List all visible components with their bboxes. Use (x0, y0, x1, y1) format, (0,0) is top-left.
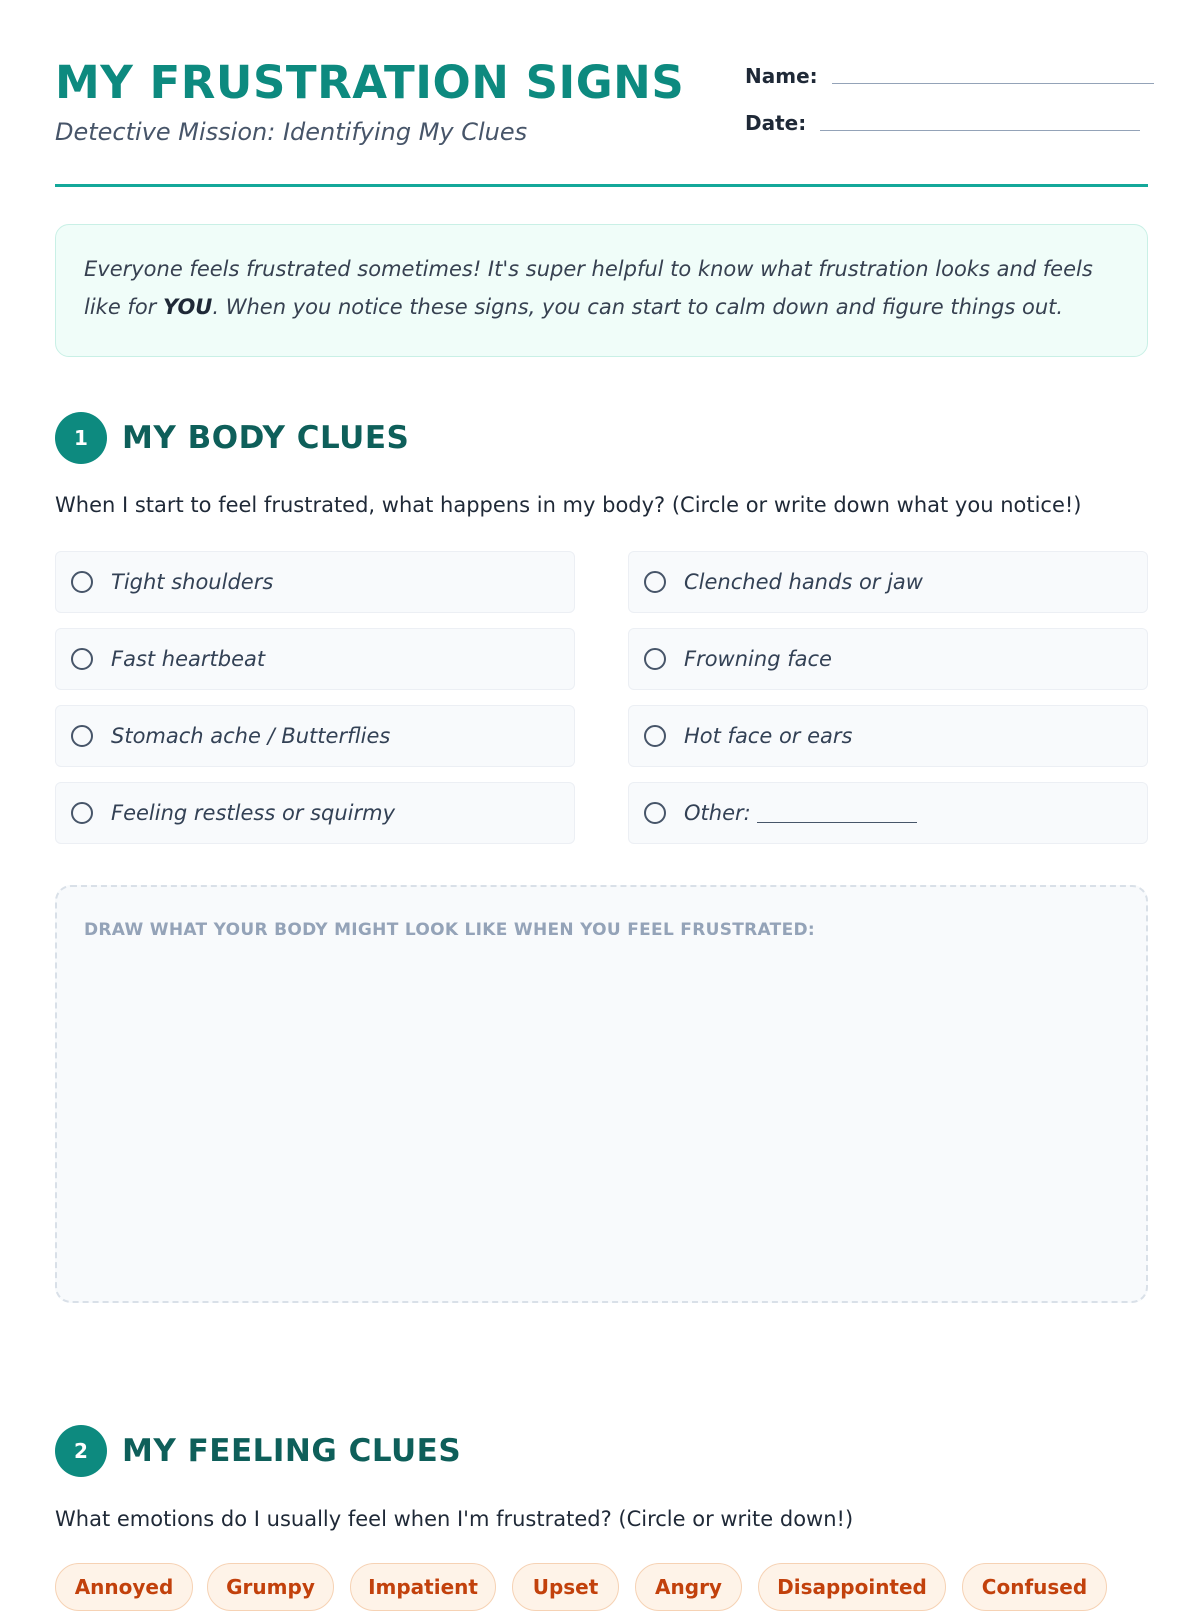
circle-icon[interactable] (71, 648, 93, 670)
worksheet-header (55, 52, 1148, 187)
date-label: Date: (745, 111, 807, 135)
circle-icon[interactable] (644, 725, 666, 747)
feeling-chip-angry[interactable]: Angry (635, 1563, 742, 1611)
feeling-chips (55, 1563, 1148, 1611)
option-tight-shoulders[interactable] (55, 551, 575, 613)
name-line[interactable] (832, 83, 1154, 84)
option-label: Stomach ache / Butterflies (111, 724, 391, 748)
section-1-number: 1 (55, 412, 107, 464)
intro-emphasis: YOU (162, 295, 213, 319)
feeling-chip-disappointed[interactable]: Disappointed (758, 1563, 946, 1611)
worksheet-page (55, 0, 1148, 1600)
name-field[interactable] (745, 64, 1154, 88)
circle-icon[interactable] (644, 571, 666, 593)
page-subtitle: Detective Mission: Identifying My Clues (55, 118, 528, 146)
option-label: Feeling restless or squirmy (111, 801, 396, 825)
date-field[interactable] (745, 111, 1140, 135)
circle-icon[interactable] (71, 725, 93, 747)
option-label: Tight shoulders (111, 570, 274, 594)
circle-icon[interactable] (71, 802, 93, 824)
option-label: Hot face or ears (684, 724, 853, 748)
intro-box (55, 224, 1148, 357)
section-2-prompt: What emotions do I usually feel when I'm frustrated? (Circle or write down!) (55, 1507, 854, 1531)
feeling-chip-annoyed[interactable]: Annoyed (55, 1563, 193, 1611)
section-2-header (55, 1425, 461, 1477)
section-2-title: MY FEELING CLUES (122, 1433, 462, 1469)
name-label: Name: (745, 64, 818, 88)
section-1-title: MY BODY CLUES (122, 420, 410, 456)
option-label: Fast heartbeat (111, 647, 266, 671)
option-restless[interactable] (55, 782, 575, 844)
option-hot-face[interactable] (628, 705, 1148, 767)
section-1-header (55, 412, 409, 464)
feeling-chip-upset[interactable]: Upset (512, 1563, 619, 1611)
date-line[interactable] (820, 130, 1140, 131)
intro-text: Everyone feels frustrated sometimes! It's super helpful to know what frustration looks and feels like for YOU. When you notice these signs, you can start to calm down and figure things out. (84, 257, 1093, 319)
option-label: Clenched hands or jaw (684, 570, 923, 594)
section-2-number: 2 (55, 1425, 107, 1477)
feeling-chip-confused[interactable]: Confused (962, 1563, 1107, 1611)
option-other[interactable] (628, 782, 1148, 844)
option-stomach-ache[interactable] (55, 705, 575, 767)
option-clenched-hands[interactable] (628, 551, 1148, 613)
circle-icon[interactable] (644, 802, 666, 824)
other-blank-line[interactable] (757, 822, 917, 823)
drawing-area[interactable] (55, 885, 1148, 1303)
option-label: Other: (684, 801, 917, 825)
feeling-chip-grumpy[interactable]: Grumpy (207, 1563, 334, 1611)
circle-icon[interactable] (71, 571, 93, 593)
circle-icon[interactable] (644, 648, 666, 670)
drawing-area-label: DRAW WHAT YOUR BODY MIGHT LOOK LIKE WHEN YOU FEEL FRUSTRATED: (84, 920, 815, 940)
option-label: Frowning face (684, 647, 832, 671)
option-fast-heartbeat[interactable] (55, 628, 575, 690)
section-1-prompt: When I start to feel frustrated, what happens in my body? (Circle or write down what you notice!) (55, 493, 1082, 517)
option-frowning-face[interactable] (628, 628, 1148, 690)
feeling-chip-impatient[interactable]: Impatient (350, 1563, 496, 1611)
page-title: MY FRUSTRATION SIGNS (55, 56, 685, 109)
